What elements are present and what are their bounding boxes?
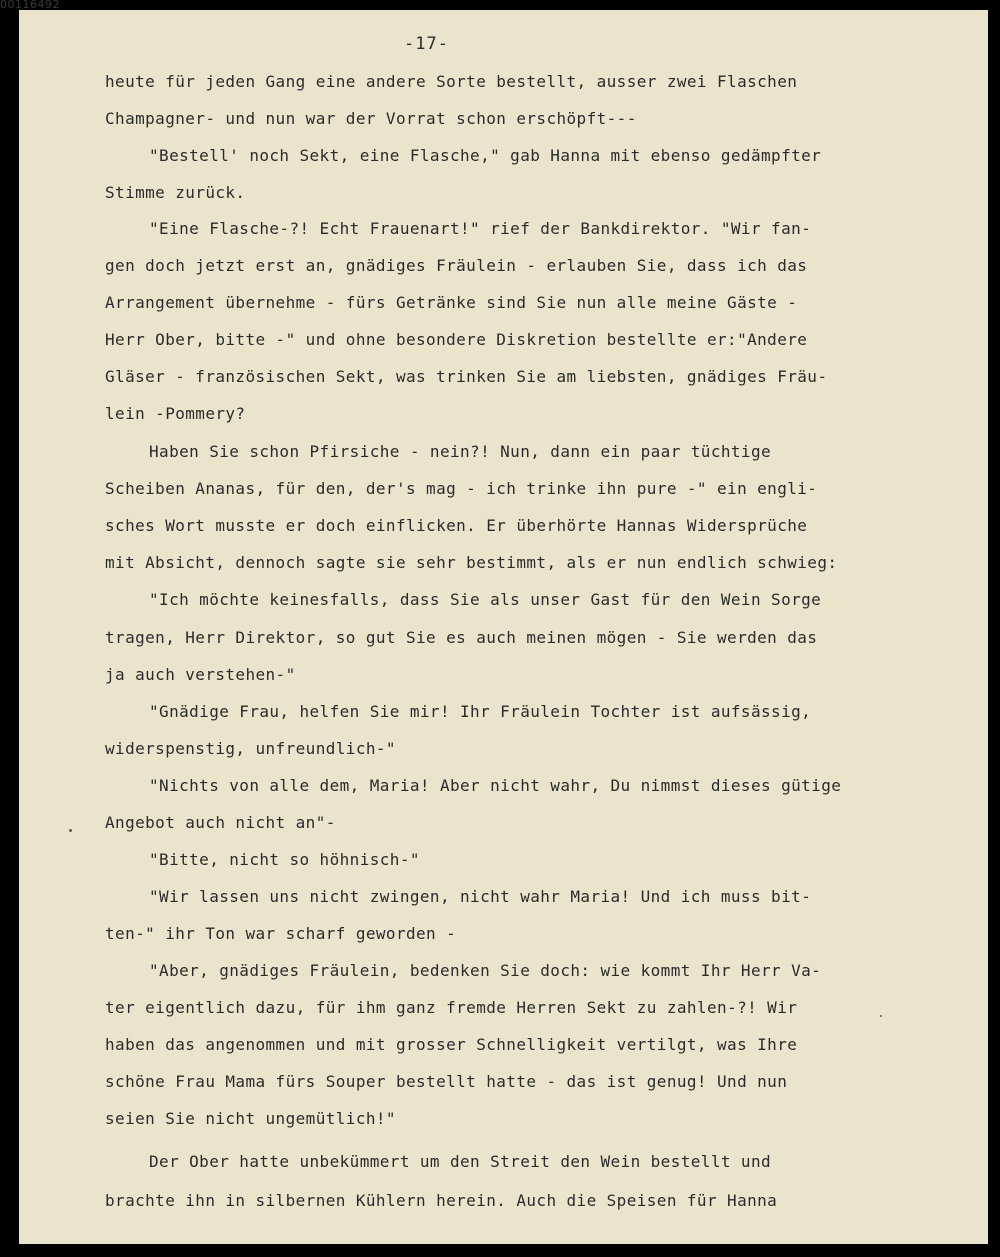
text-line: "Wir lassen uns nicht zwingen, nicht wahr Maria! Und ich muss bit- [149, 887, 812, 906]
typed-page [19, 10, 988, 1244]
text-line: Gläser - französischen Sekt, was trinken Sie am liebsten, gnädiges Fräu- [105, 367, 828, 386]
text-line: widerspenstig, unfreundlich-" [105, 739, 396, 758]
text-line: Der Ober hatte unbekümmert um den Streit den Wein bestellt und [149, 1152, 772, 1171]
text-line: Haben Sie schon Pfirsiche - nein?! Nun, dann ein paar tüchtige [149, 442, 772, 461]
text-line: "Nichts von alle dem, Maria! Aber nicht wahr, Du nimmst dieses gütige [149, 776, 842, 795]
text-line: ter eigentlich dazu, für ihm ganz fremde Herren Sekt zu zahlen-?! Wir [105, 998, 798, 1017]
text-line: Champagner- und nun war der Vorrat schon erschöpft--- [105, 109, 637, 128]
text-line: tragen, Herr Direktor, so gut Sie es auch meinen mögen - Sie werden das [105, 628, 818, 647]
text-line: seien Sie nicht ungemütlich!" [105, 1109, 396, 1128]
frame-id: 00116492 [0, 0, 60, 10]
text-line: "Eine Flasche-?! Echt Frauenart!" rief der Bankdirektor. "Wir fan- [149, 219, 812, 238]
text-line: "Ich möchte keinesfalls, dass Sie als unser Gast für den Wein Sorge [149, 590, 822, 609]
text-line: sches Wort musste er doch einflicken. Er überhörte Hannas Widersprüche [105, 516, 808, 535]
text-line: Stimme zurück. [105, 183, 246, 202]
text-line: Scheiben Ananas, für den, der's mag - ich trinke ihn pure -" ein engli- [105, 479, 818, 498]
text-line: schöne Frau Mama fürs Souper bestellt hatte - das ist genug! Und nun [105, 1072, 788, 1091]
text-line: "Bestell' noch Sekt, eine Flasche," gab Hanna mit ebenso gedämpfter [149, 146, 822, 165]
text-line: ja auch verstehen-" [105, 665, 296, 684]
text-line: mit Absicht, dennoch sagte sie sehr bestimmt, als er nun endlich schwieg: [105, 553, 838, 572]
text-line: heute für jeden Gang eine andere Sorte bestellt, ausser zwei Flaschen [105, 72, 798, 91]
text-line: "Aber, gnädiges Fräulein, bedenken Sie doch: wie kommt Ihr Herr Va- [149, 961, 822, 980]
text-line: Angebot auch nicht an"- [105, 813, 336, 832]
text-line: "Gnädige Frau, helfen Sie mir! Ihr Fräulein Tochter ist aufsässig, [149, 702, 812, 721]
text-line: gen doch jetzt erst an, gnädiges Fräulein - erlauben Sie, dass ich das [105, 256, 808, 275]
text-line: lein -Pommery? [105, 404, 246, 423]
text-line: Arrangement übernehme - fürs Getränke sind Sie nun alle meine Gäste - [105, 293, 798, 312]
text-line: ten-" ihr Ton war scharf geworden - [105, 924, 457, 943]
text-line: "Bitte, nicht so höhnisch-" [149, 850, 420, 869]
text-line: Herr Ober, bitte -" und ohne besondere Diskretion bestellte er:"Andere [105, 330, 808, 349]
text-line: brachte ihn in silbernen Kühlern herein. Auch die Speisen für Hanna [105, 1191, 778, 1210]
text-line: haben das angenommen und mit grosser Schnelligkeit vertilgt, was Ihre [105, 1035, 798, 1054]
paper-speck [69, 829, 72, 832]
paper-speck [880, 1015, 882, 1017]
page-number: -17- [404, 34, 449, 54]
